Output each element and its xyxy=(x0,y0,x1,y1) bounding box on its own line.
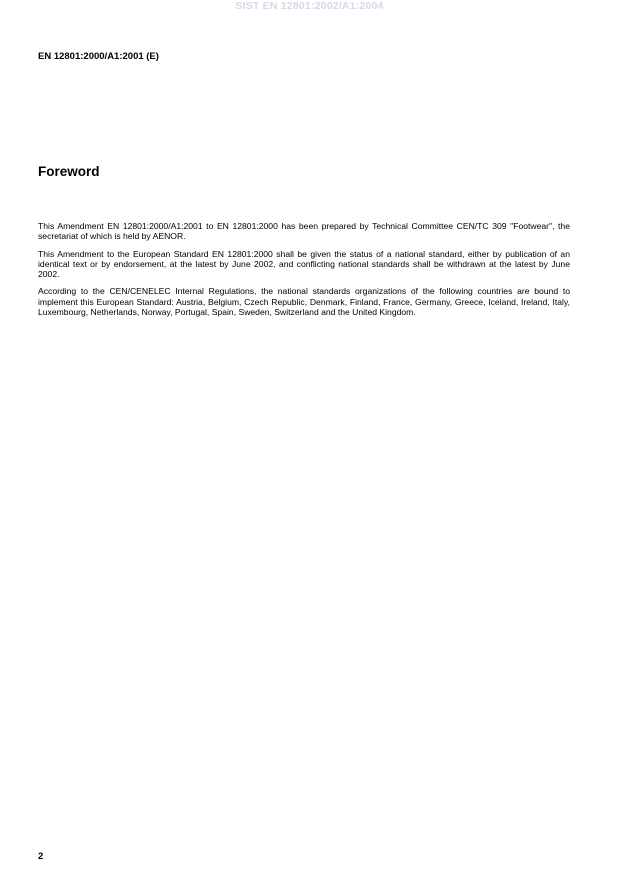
page-number: 2 xyxy=(38,851,44,862)
paragraph-status: This Amendment to the European Standard EN 12801:2000 shall be given the status of a national standard, either by publication of an identical text or by endorsement, at the latest by June 2002, and conflicting national standards shall be withdrawn at the latest by June 2002. xyxy=(38,248,570,279)
watermark: SIST EN 12801:2002/A1:2004 xyxy=(235,0,384,12)
section-heading: Foreword xyxy=(38,164,100,179)
foreword-body xyxy=(38,221,570,324)
paragraph-implementation: According to the CEN/CENELEC Internal Regulations, the national standards organizations of the following countries are bound to implement this European Standard: Austria, Belgium, Czech Republic, Denmark, Finland, France, Germany, Greece, Iceland, Ireland, Italy, Luxembourg, Netherlands, Norway, Portugal, Spain, Sweden, Switzerland and the United Kingdom. xyxy=(38,286,570,317)
paragraph-preparation: This Amendment EN 12801:2000/A1:2001 to EN 12801:2000 has been prepared by Technical Committee CEN/TC 309 "Footwear", the secretariat of which is held by AENOR. xyxy=(38,221,570,242)
document-identifier: EN 12801:2000/A1:2001 (E) xyxy=(38,51,159,62)
